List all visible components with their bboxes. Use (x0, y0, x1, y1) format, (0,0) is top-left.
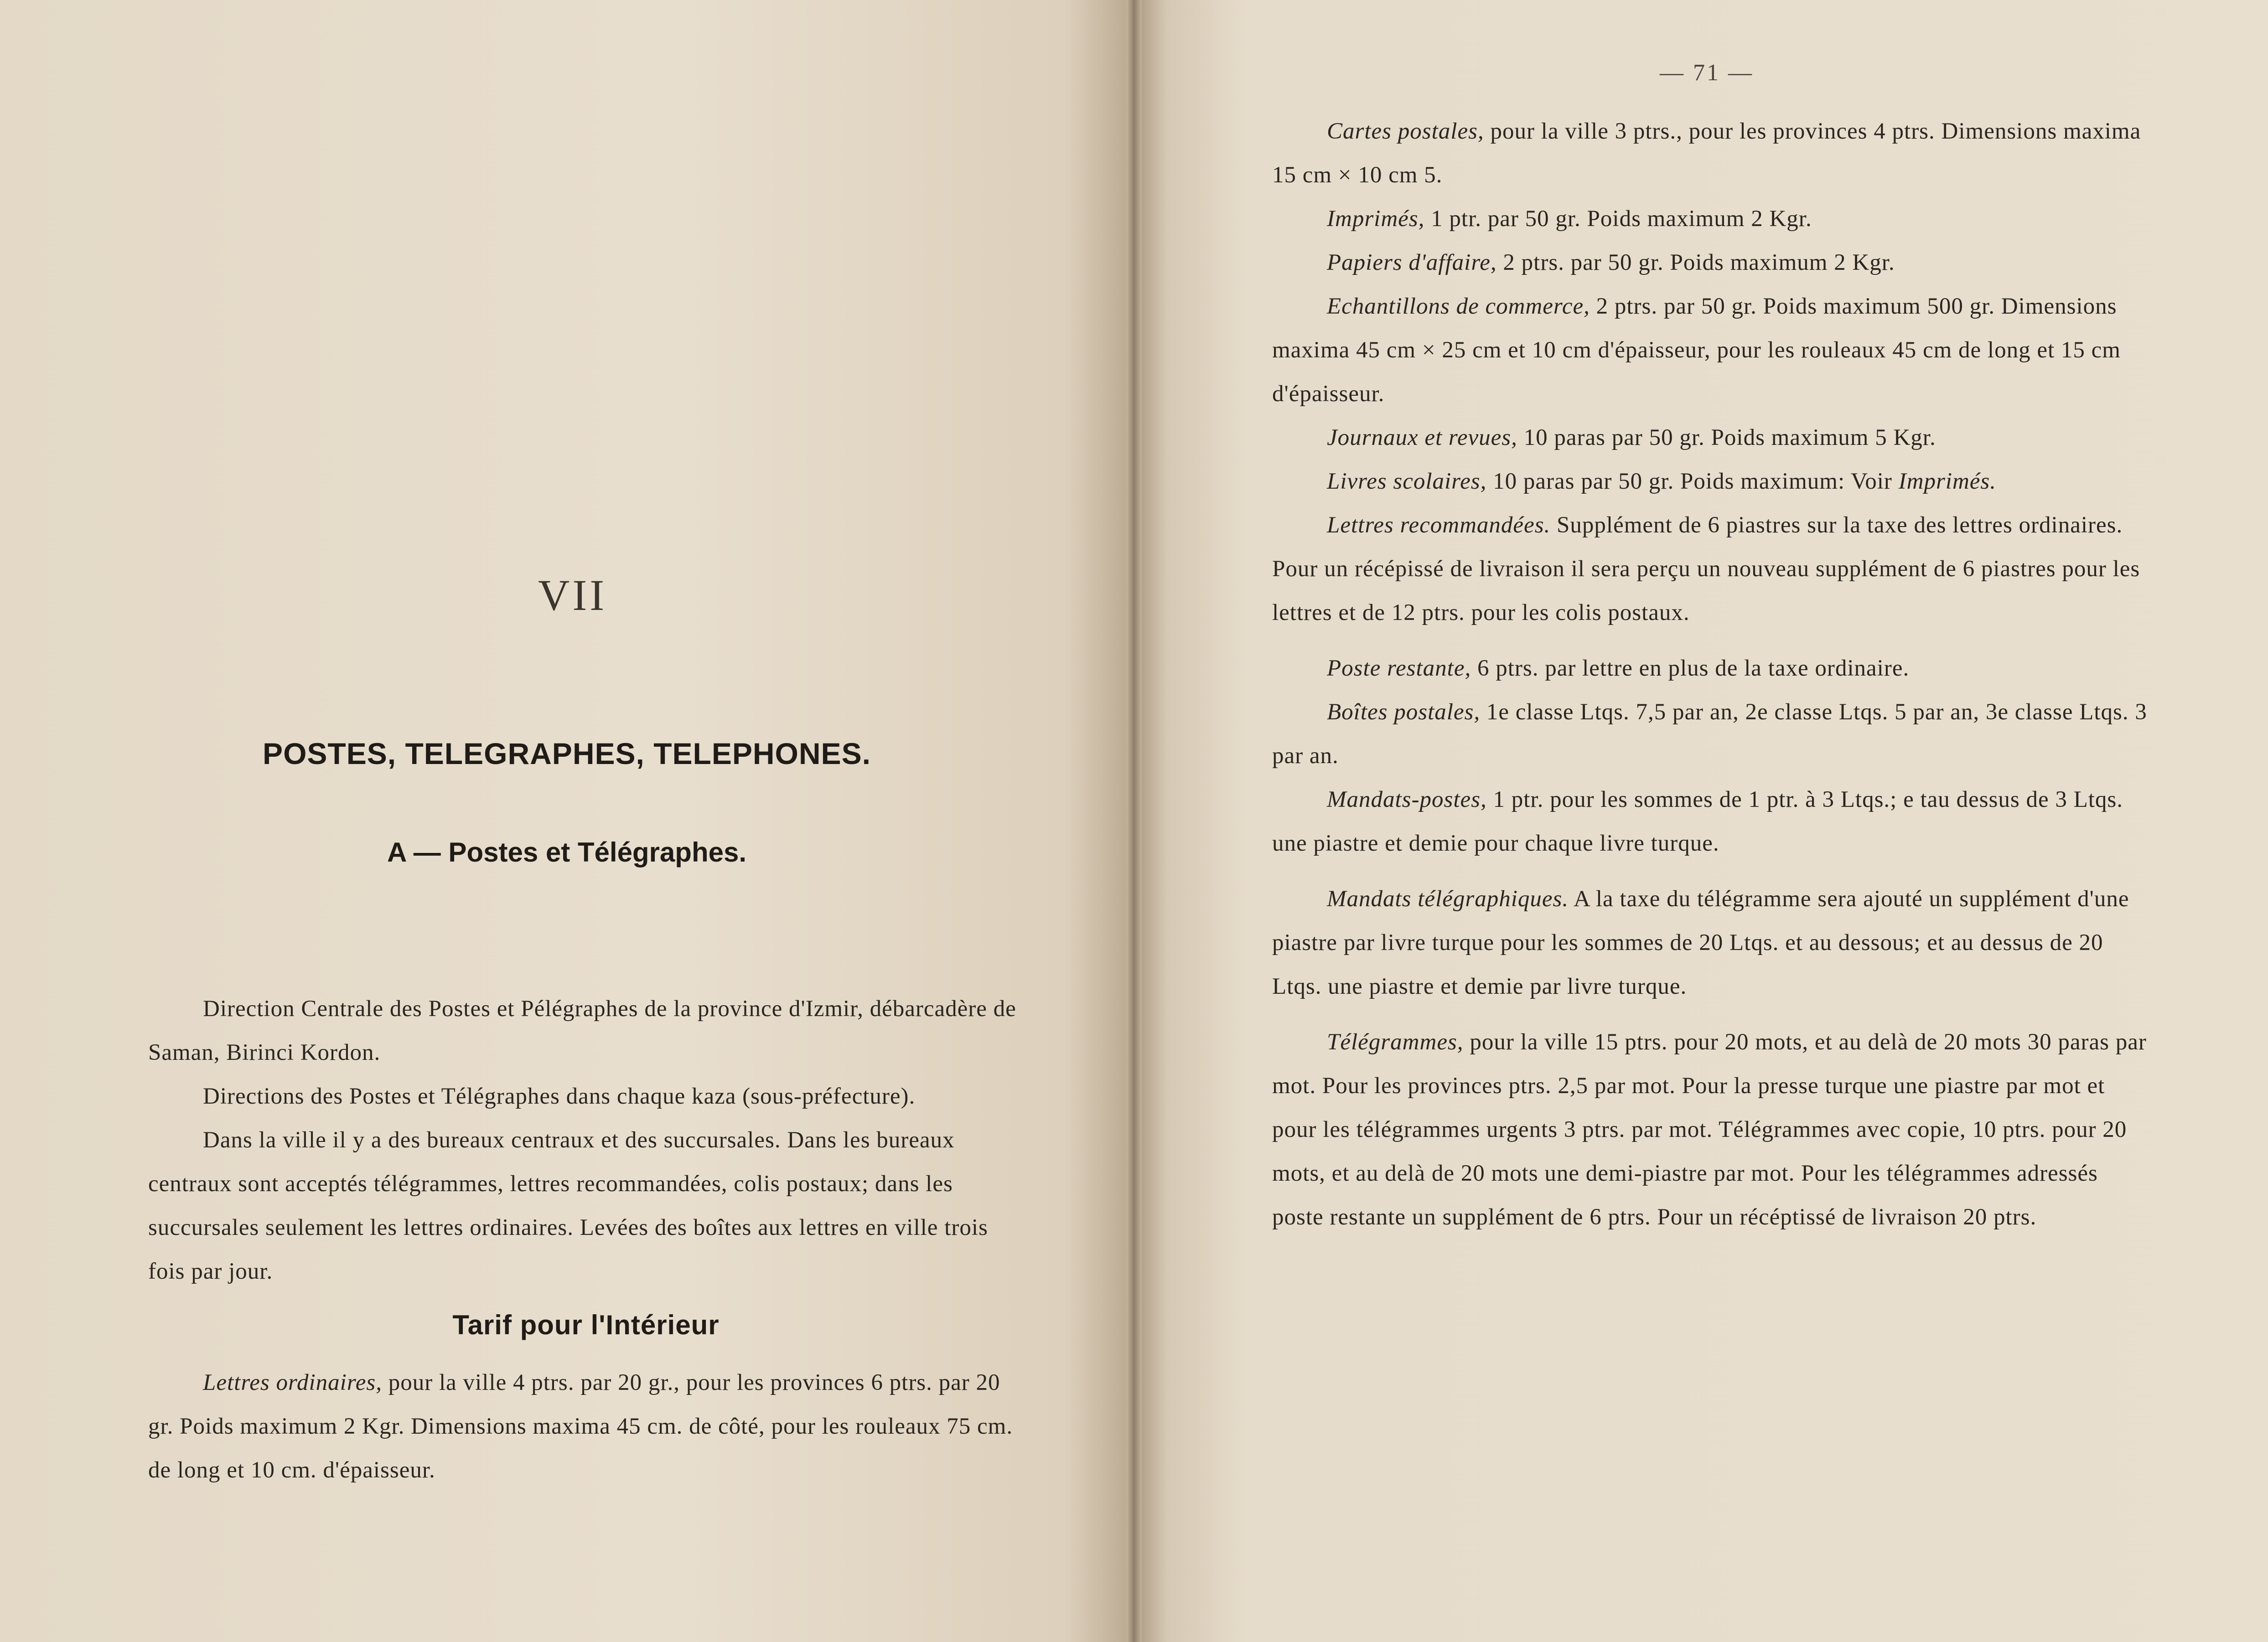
entry-text: Supplément de 6 piastres sur la taxe des lettres ordinaires. Pour un récépissé de livraison il sera perçu un nouveau supplément de 6 piastres pour les lettres et de 12 ptrs. pour les colis postaux. (1272, 512, 2140, 625)
entry (1272, 416, 2148, 460)
entry-term: Mandats télégraphiques. (1327, 886, 1569, 912)
entry-text: pour la ville 15 ptrs. pour 20 mots, et au delà de 20 mots 30 paras par mot. Pour les provinces ptrs. 2,5 par mot. Pour la presse turque une piastre par mot et pour les télégrammes urgents 3 ptrs. par mot. Télégrammes avec copie, 10 ptrs. pour 20 mots, et au delà de 20 mots une demi-piastre par mot. Pour les télégrammes adressés poste restante un supplément de 6 ptrs. Pour un récéptissé de livraison 20 ptrs. (1272, 1029, 2147, 1230)
entry-term: Imprimés, (1327, 206, 1425, 232)
entry-text: pour la ville 3 ptrs., pour les provinces 4 ptrs. Dimensions maxima 15 cm × 10 cm 5. (1272, 119, 2141, 188)
entry (1272, 1020, 2148, 1239)
entry-text: 1e classe Ltqs. 7,5 par an, 2e classe Ltqs. 5 par an, 3e classe Ltqs. 3 par an. (1272, 699, 2147, 769)
spacer (1272, 865, 2148, 877)
entry (1272, 241, 2148, 284)
entry-term: Lettres recommandées. (1327, 512, 1551, 538)
tarif-heading: Tarif pour l'Intérieur (452, 1310, 720, 1340)
right-body-text (1272, 109, 2148, 1239)
entry-text: pour la ville 4 ptrs. par 20 gr., pour les provinces 6 ptrs. par 20 gr. Poids maximum 2 Kgr. Dimensions maxima 45 cm. de côté, pour les rouleaux 75 cm. de long et 10 cm. d'épaisseur. (148, 1370, 1013, 1483)
entry-term: Journaux et revues, (1327, 425, 1517, 450)
entry-text: 1 ptr. pour les sommes de 1 ptr. à 3 Ltqs.; e tau dessus de 3 Ltqs. une piastre et demie pour chaque livre turque. (1272, 787, 2123, 856)
entry (1272, 197, 2148, 241)
entry-text: 6 ptrs. par lettre en plus de la taxe ordinaire. (1471, 656, 1910, 681)
chapter-number: VII (538, 571, 607, 620)
entry-text: A la taxe du télégramme sera ajouté un supplément d'une piastre par livre turque pour les sommes de 20 Ltqs. et au dessous; et au dessus de 20 Ltqs. une piastre et demie par livre turque. (1272, 886, 2129, 999)
spacer (1272, 635, 2148, 646)
book-gutter (1126, 0, 1142, 1642)
page-number: — 71 — (1660, 60, 1754, 86)
entry (1272, 877, 2148, 1008)
spacer (1272, 1008, 2148, 1020)
entry-text: 1 ptr. par 50 gr. Poids maximum 2 Kgr. (1424, 206, 1812, 232)
paragraph: Dans la ville il y a des bureaux centraux et des succursales. Dans les bureaux centraux sont acceptés télégrammes, lettres recommandées, colis postaux; dans les succursales seulement les lettres ordinaires. Levées des boîtes aux lettres en ville trois fois par jour. (148, 1127, 988, 1284)
entry (1272, 690, 2148, 778)
entry-term: Lettres ordinaires, (203, 1370, 383, 1395)
entry (1272, 503, 2148, 635)
entry-text: 10 paras par 50 gr. Poids maximum 5 Kgr. (1517, 425, 1936, 450)
entry-text: 10 paras par 50 gr. Poids maximum: Voir (1486, 469, 1899, 494)
entry-term: Télégrammes, (1327, 1029, 1464, 1055)
entry-term: Cartes postales, (1327, 119, 1484, 144)
tarif-entry (148, 1361, 1024, 1492)
entry (1272, 109, 2148, 197)
chapter-title: POSTES, TELEGRAPHES, TELEPHONES. (263, 737, 871, 770)
entry (1272, 778, 2148, 865)
entry-term: Boîtes postales, (1327, 699, 1481, 725)
paragraph: Direction Centrale des Postes et Pélégraphes de la province d'Izmir, débarcadère de Saman, Birinci Kordon. (148, 996, 1016, 1065)
entry-term: Papiers d'affaire, (1327, 250, 1497, 275)
entry-term: Mandats-postes, (1327, 787, 1487, 812)
section-title: A — Postes et Télégraphes. (387, 837, 747, 867)
entry (1272, 646, 2148, 690)
entry-term-reference: Imprimés. (1898, 469, 1997, 494)
entry-text: 2 ptrs. par 50 gr. Poids maximum 2 Kgr. (1496, 250, 1895, 275)
entry-term: Livres scolaires, (1327, 469, 1487, 494)
entry-term: Poste restante, (1327, 656, 1471, 681)
entry-term: Echantillons de commerce, (1327, 294, 1590, 319)
entry (1272, 284, 2148, 416)
paragraph: Directions des Postes et Télégraphes dans chaque kaza (sous-préfecture). (203, 1084, 916, 1109)
entry-text: 2 ptrs. par 50 gr. Poids maximum 500 gr. Dimensions maxima 45 cm × 25 cm et 10 cm d'épaisseur, pour les rouleaux 45 cm de long et 15 cm d'épaisseur. (1272, 294, 2121, 407)
entry (1272, 460, 2148, 503)
left-body-text (148, 987, 1024, 1492)
